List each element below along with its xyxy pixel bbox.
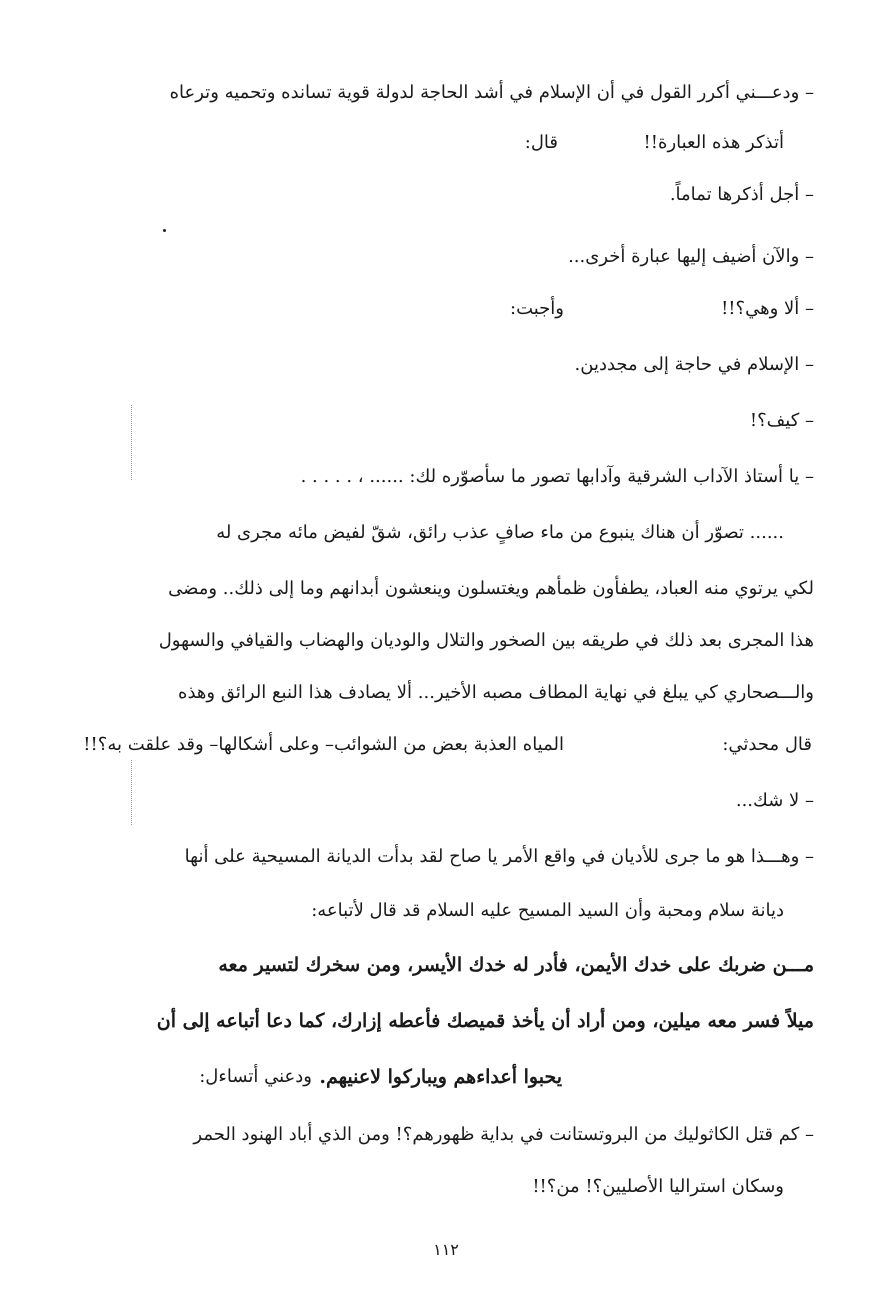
text-line: ديانة سلام ومحبة وأن السيد المسيح عليه السلام قد قال لأتباعه: [311,900,784,921]
scan-speck [163,229,166,232]
text-line: – الإسلام في حاجة إلى مجددين. [574,354,814,375]
speaker-note: قال: [524,132,558,153]
text-line: – أجل أذكرها تماماً. [669,184,814,205]
scan-artifact-line [131,760,132,825]
scan-artifact-line [131,405,132,480]
text-line: – ألا وهي؟!! [721,298,814,319]
text-line: – ودعـــني أكرر القول في أن الإسلام في أشد الحاجة لدولة قوية تسانده وتحميه وترعاه [169,82,814,103]
text-line: المياه العذبة بعض من الشوائب– وعلى أشكالها– وقد علقت به؟!! [83,734,564,755]
text-line: لكي يرتوي منه العباد، يطفأون ظمأهم ويغتسلون وينعشون أبدانهم وما إلى ذلك.. ومضى [168,578,814,599]
text-line: – كيف؟! [749,410,814,431]
speaker-note: قال محدثي: [722,734,812,755]
text-line: وسكان استراليا الأصليين؟! من؟!! [532,1176,784,1197]
quote-line: يحبوا أعداءهم ويباركوا لاعنيهم. [319,1066,562,1088]
page-number: ١١٢ [433,1240,459,1259]
text-line: هذا المجرى بعد ذلك في طريقه بين الصخور والتلال والوديان والهضاب والقيافي والسهول [158,630,814,651]
text-line: – وهـــذا هو ما جرى للأديان في واقع الأمر يا صاح لقد بدأت الديانة المسيحية على أنها [184,846,814,867]
text-line: – يا أستاذ الآداب الشرقية وآدابها تصور ما سأصوّره لك: ...... ، . . . . . [300,466,814,487]
speaker-note: وأجبت: [510,298,564,319]
text-line: – لا شك... [735,790,814,811]
text-line: – كم قتل الكاثوليك من البروتستانت في بداية ظهورهم؟! ومن الذي أباد الهنود الحمر [193,1124,814,1145]
quote-line: ميلاً فسر معه ميلين، ومن أراد أن يأخذ قميصك فأعطه إزارك، كما دعا أتباعه إلى أن [156,1010,814,1032]
text-line: أتذكر هذه العبارة!! [643,132,784,153]
text-line: – والآن أضيف إليها عبارة أخرى... [568,246,814,267]
text-line: والـــصحاري كي يبلغ في نهاية المطاف مصبه الأخير... ألا يصادف هذا النبع الرائق وهذه [178,682,814,703]
text-line: ...... تصوّر أن هناك ينبوع من ماء صافٍ عذب رائق، شقّ لفيض مائه مجرى له [216,522,784,543]
quote-line: مـــن ضربك على خدك الأيمن، فأدر له خدك الأيسر، ومن سخرك لتسير معه [218,954,814,976]
speaker-note: ودعني أتساءل: [199,1066,312,1087]
